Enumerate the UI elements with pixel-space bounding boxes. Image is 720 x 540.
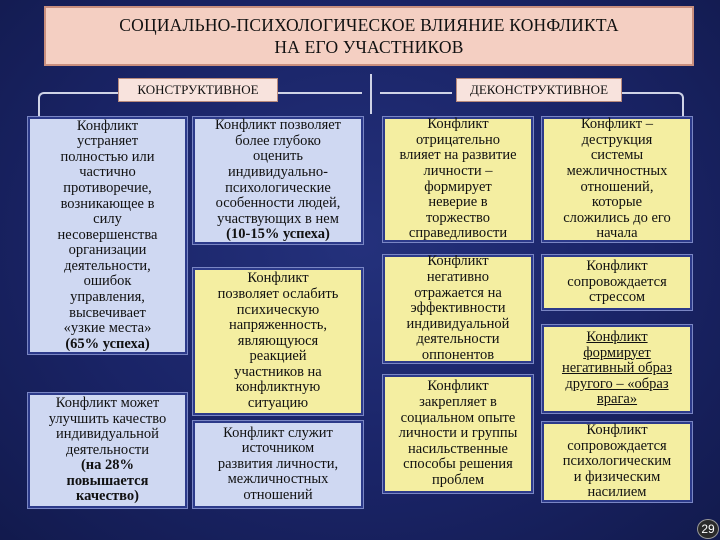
cell-line: управления,	[70, 289, 145, 306]
cell-line: и физическим	[573, 468, 661, 485]
cell-line: участников на	[234, 363, 322, 380]
cell-line: деятельности,	[64, 257, 151, 274]
cell-line: формирует	[424, 178, 492, 195]
cell-line-bold: качество)	[76, 488, 139, 505]
cell-line: Конфликт	[76, 117, 139, 134]
slide-title	[44, 6, 694, 66]
cell-line: реакцией	[249, 348, 307, 365]
destructive-cell-1	[383, 117, 533, 242]
cell-line: насилием	[587, 484, 647, 501]
cell-line: оппонентов	[421, 346, 495, 363]
cell-line: отношений	[243, 486, 313, 503]
cell-text	[49, 396, 166, 505]
cell-text	[218, 426, 338, 504]
cell-line: участвующих в нем	[217, 210, 339, 227]
page-number: 29	[697, 519, 719, 539]
constructive-cell-2	[28, 393, 187, 508]
cell-line: психологическим	[562, 453, 672, 470]
destructive-cell-3	[383, 375, 533, 493]
cell-line: отрицательно	[415, 131, 501, 148]
cell-line: источником	[241, 440, 315, 457]
cell-line: Конфликт –	[580, 116, 654, 133]
center-divider	[370, 74, 372, 114]
cell-line: отражается на	[414, 284, 502, 301]
cell-line: «узкие места»	[63, 320, 152, 337]
cell-line: оценить	[253, 148, 303, 165]
cell-line: справедливости	[408, 225, 508, 242]
cell-text	[407, 254, 510, 363]
cell-line: проблем	[431, 471, 485, 488]
cell-line: улучшить качество	[48, 410, 167, 427]
destructive-bracket-right	[614, 92, 684, 116]
cell-line: формирует	[583, 344, 651, 361]
title-line-1: СОЦИАЛЬНО-ПСИХОЛОГИЧЕСКОЕ ВЛИЯНИЕ КОНФЛИКТА	[119, 15, 619, 35]
cell-line: являющуюся	[237, 332, 319, 349]
cell-line: противоречие,	[63, 179, 152, 196]
cell-line: индивидуальной	[406, 315, 510, 332]
cell-line: межличностных	[227, 471, 329, 488]
cell-line: более глубоко	[235, 132, 321, 149]
cell-line: организации	[68, 242, 147, 259]
cell-line: социальном опыте	[400, 409, 516, 426]
constructive-cell-5	[193, 421, 363, 508]
cell-line: Конфликт	[586, 258, 648, 275]
cell-text	[567, 259, 666, 306]
cell-line: напряженность,	[228, 317, 328, 334]
cell-line-bold: (10-15% успеха)	[226, 226, 330, 243]
constructive-cell-1	[28, 117, 187, 354]
cell-line: конфликтную	[235, 379, 321, 396]
destructive-cell-2	[383, 255, 533, 363]
cell-line: ошибок	[83, 273, 132, 290]
cell-line: Конфликт служит	[223, 424, 333, 441]
cell-line: Конфликт	[586, 329, 648, 346]
cell-line: Конфликт	[427, 116, 489, 133]
cell-text	[562, 330, 672, 408]
cell-line: психическую	[236, 301, 320, 318]
cell-line: силу	[93, 211, 122, 228]
destructive-cell-5	[542, 255, 692, 310]
cell-line: полностью или	[60, 148, 155, 165]
destructive-cell-4	[542, 117, 692, 242]
title-line-2: НА ЕГО УЧАСТНИКОВ	[274, 37, 464, 57]
cell-line: способы решения	[403, 456, 513, 473]
destructive-bracket	[380, 92, 452, 116]
cell-line: сложились до его	[563, 209, 671, 226]
cell-line: развития личности,	[217, 455, 339, 472]
cell-line: врага»	[596, 391, 638, 408]
cell-line-bold: (65% успеха)	[65, 335, 150, 352]
cell-text	[563, 423, 671, 501]
cell-text	[399, 117, 516, 242]
constructive-cell-4	[193, 268, 363, 415]
cell-line: которые	[591, 194, 643, 211]
cell-line: деструкция	[581, 131, 653, 148]
cell-line: Конфликт может	[55, 394, 160, 411]
cell-line: Конфликт позволяет	[214, 117, 342, 134]
cell-line: особенности людей,	[215, 195, 341, 212]
cell-line: негативный образ	[561, 360, 673, 377]
cell-line: другого – «образ	[565, 375, 669, 392]
constructive-cell-3	[193, 117, 363, 244]
cell-text	[218, 271, 339, 411]
cell-line-bold: (на 28%	[80, 457, 135, 474]
cell-line: эффективности	[410, 300, 506, 317]
cell-line: Конфликт	[427, 378, 489, 395]
cell-line: Конфликт	[586, 422, 648, 439]
constructive-header: КОНСТРУКТИВНОЕ	[118, 78, 278, 102]
cell-line: деятельности	[65, 441, 149, 458]
cell-line: устраняет	[76, 133, 139, 150]
cell-line: несовершенства	[57, 226, 158, 243]
cell-line: Конфликт	[427, 253, 489, 270]
cell-line: неверие в	[428, 194, 488, 211]
cell-line: индивидуально-	[228, 163, 328, 180]
cell-line: ситуацию	[247, 395, 309, 412]
cell-text	[58, 119, 158, 353]
cell-line: закрепляет в	[419, 394, 497, 411]
cell-line: частично	[79, 164, 136, 181]
cell-line: межличностных	[566, 162, 668, 179]
cell-line: высвечивает	[69, 304, 146, 321]
destructive-cell-7	[542, 422, 692, 502]
destructive-header: ДЕКОНСТРУКТИВНОЕ	[456, 78, 622, 102]
cell-line: сопровождается	[567, 273, 667, 290]
cell-line: насильственные	[408, 440, 508, 457]
cell-line: системы	[590, 147, 644, 164]
cell-line: деятельности	[416, 331, 500, 348]
cell-line: торжество	[425, 209, 491, 226]
cell-text	[215, 118, 341, 243]
cell-line: психологические	[225, 179, 331, 196]
cell-line: негативно	[426, 269, 490, 286]
cell-text	[563, 117, 671, 242]
cell-line: начала	[596, 225, 638, 242]
cell-line: стрессом	[588, 289, 646, 306]
cell-line: индивидуальной	[56, 426, 159, 443]
cell-line: сопровождается	[567, 437, 667, 454]
cell-line: Конфликт	[247, 270, 309, 287]
cell-line: позволяет ослабить	[217, 285, 339, 302]
cell-line: личности и группы	[398, 425, 518, 442]
cell-line: личности –	[423, 162, 493, 179]
cell-text	[399, 379, 518, 488]
destructive-cell-6	[542, 325, 692, 413]
cell-line-bold: повышается	[66, 472, 149, 489]
cell-line: возникающее в	[60, 195, 155, 212]
cell-line: влияет на развитие	[399, 147, 517, 164]
cell-line: отношений,	[580, 178, 654, 195]
